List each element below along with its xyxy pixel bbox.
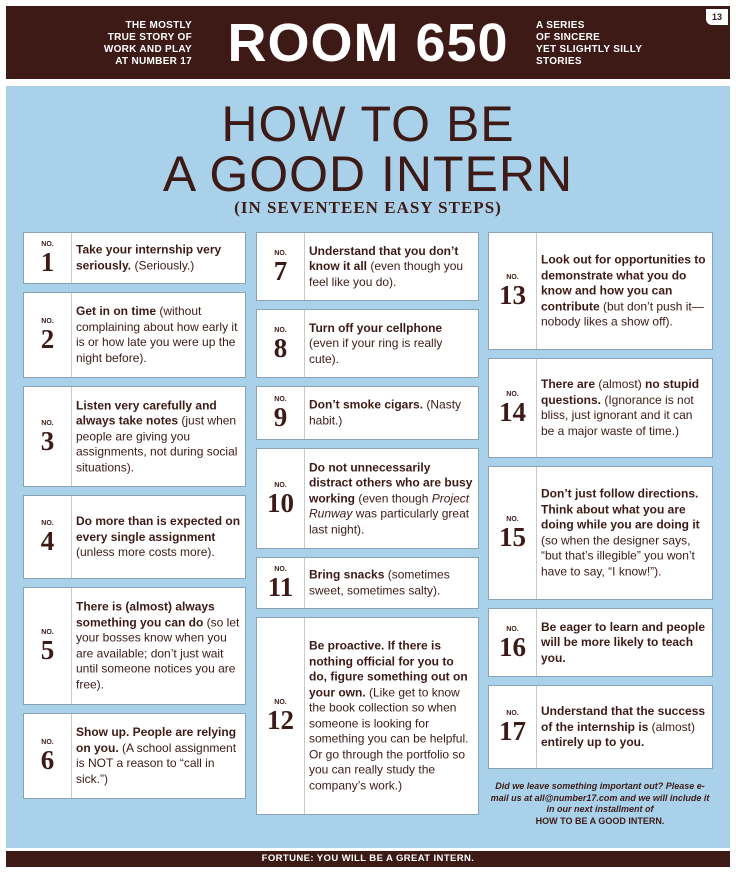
step-no-label: NO. — [274, 396, 287, 403]
step-no-label: NO. — [41, 629, 54, 636]
step-text — [541, 619, 708, 666]
header-left-line: WORK AND PLAY — [103, 44, 192, 55]
step-bold-text: There are — [541, 377, 596, 391]
step-plain-text: (so let your bosses know when you are available; don’t just wait until someone notices you are free). — [76, 615, 240, 691]
step-plain-text: (so when the designer says, “but that’s illegible” you won’t have to say, “I know!”). — [541, 533, 695, 578]
step-text — [309, 639, 474, 794]
step-plain-text: (Nasty habit.) — [309, 397, 462, 427]
step-number-box — [257, 310, 305, 377]
step-plain-text: (Ignorance is not bliss, just ignorant and it can be a major waste of time.) — [541, 392, 694, 438]
step-text — [309, 568, 474, 599]
step-text — [309, 398, 474, 429]
step-number: 9 — [273, 402, 288, 432]
step-plain-text: (just when people are giving you assignments, not during social situations). — [76, 413, 238, 474]
step-number-box — [489, 467, 537, 599]
step-number: 6 — [40, 745, 55, 775]
step-bold-text: Do not unnecessarily distract others who are busy working — [309, 459, 473, 505]
step-text — [76, 304, 241, 366]
step-text — [541, 252, 708, 330]
step-bold-text: Turn off your cellphone — [309, 320, 443, 335]
step-card-15 — [488, 466, 713, 600]
step-number-box — [489, 233, 537, 349]
step-bold-text: Take your internship very seriously. — [76, 242, 222, 272]
step-number-box — [257, 618, 305, 814]
step-plain-text: (unless more costs more). — [76, 544, 215, 559]
step-card-14 — [488, 358, 713, 458]
step-bold-text: There is (almost) always something you can do — [76, 599, 215, 629]
step-number: 12 — [267, 705, 294, 735]
header-left-text — [82, 20, 192, 68]
step-bold-text: Show up. People are relying on you. — [76, 725, 237, 755]
step-plain-text: (even though — [355, 490, 432, 505]
step-card-13 — [488, 232, 713, 350]
step-no-label: NO. — [506, 391, 519, 398]
step-card-5 — [23, 587, 246, 705]
header-right-line: STORIES — [536, 56, 582, 67]
step-card-6 — [23, 713, 246, 799]
step-no-label: NO. — [274, 249, 287, 257]
step-no-label: NO. — [274, 699, 287, 706]
step-bold-text: Do more than is expected on every single assignment — [76, 513, 241, 544]
step-bold-text: no stupid questions. — [541, 377, 700, 407]
header-left-line: THE MOSTLY — [125, 20, 192, 31]
step-card-8 — [256, 309, 479, 378]
header-left-line: TRUE STORY OF — [107, 32, 192, 43]
header-right-line: OF SINCERE — [536, 32, 601, 43]
step-card-16 — [488, 608, 713, 677]
step-number: 7 — [273, 255, 288, 286]
step-no-label: NO. — [41, 241, 54, 248]
step-no-label: NO. — [274, 566, 287, 573]
header-right-line: YET SLIGHTLY SILLY — [536, 44, 643, 55]
step-plain-text: (Like get to know the book collection so when someone is looking for something you can be helpful. Or go through the portfolio so you can really study the company’s work.) — [309, 685, 469, 792]
step-number-box — [24, 293, 72, 377]
step-plain-text: was particularly great last night). — [309, 506, 470, 536]
step-text — [76, 600, 241, 693]
step-number: 5 — [40, 635, 55, 665]
header-left-line: AT NUMBER 17 — [115, 56, 192, 67]
step-number: 3 — [40, 425, 55, 456]
step-number: 17 — [499, 716, 526, 746]
step-bold-text: Understand that the success of the internship is — [541, 703, 706, 734]
step-plain-text: (Seriously.) — [131, 258, 195, 272]
step-italic-text: Project Runway — [309, 490, 470, 521]
step-number-box — [257, 449, 305, 548]
step-number-box — [24, 387, 72, 486]
step-no-label: NO. — [274, 326, 287, 334]
step-no-label: NO. — [41, 739, 54, 746]
step-number-box — [24, 233, 72, 283]
step-bold-text: Understand that you don’t know it all — [309, 243, 459, 273]
page-title-line-2: A GOOD INTERN — [162, 146, 574, 202]
step-card-7 — [256, 232, 479, 301]
page-title-line-1: HOW TO BE — [221, 96, 515, 152]
step-card-2 — [23, 292, 246, 378]
step-bold-text: Get in on time — [76, 304, 157, 318]
step-number: 11 — [267, 572, 294, 602]
step-plain-text: (almost) — [648, 719, 696, 734]
step-no-label: NO. — [41, 520, 54, 527]
step-number: 13 — [499, 280, 526, 310]
step-card-1 — [23, 232, 246, 284]
step-bold-text: Be proactive. If there is nothing official for you to do, figure something out on your own. — [309, 638, 468, 699]
step-no-label: NO. — [506, 274, 519, 281]
step-text — [76, 725, 241, 787]
step-card-3 — [23, 386, 246, 487]
step-plain-text: (even though you feel like you do). — [309, 258, 464, 289]
step-card-4 — [23, 495, 246, 579]
step-no-label: NO. — [506, 516, 519, 523]
step-text — [76, 243, 241, 274]
step-no-label: NO. — [41, 318, 54, 325]
closing-note-text: Did we leave something important out? Please e-mail us at all@number17.com and we will include it in our next installment of — [490, 781, 710, 814]
step-bold-text: Bring snacks — [309, 567, 385, 582]
step-number: 8 — [273, 332, 288, 363]
step-plain-text: (but don’t push it—nobody likes a show off). — [541, 298, 704, 329]
step-no-label: NO. — [506, 710, 519, 717]
step-plain-text: (almost) — [595, 377, 646, 391]
step-bold-text: Don’t smoke cigars. — [309, 397, 424, 412]
step-number-box — [489, 686, 537, 768]
step-card-10 — [256, 448, 479, 549]
step-number: 10 — [267, 487, 294, 518]
step-number: 4 — [40, 526, 55, 556]
step-number-box — [489, 359, 537, 457]
step-card-9 — [256, 386, 479, 440]
step-number: 14 — [499, 397, 526, 427]
step-plain-text: (sometimes sweet, sometimes salty). — [309, 567, 450, 597]
step-card-12 — [256, 617, 479, 815]
closing-note — [487, 781, 713, 827]
step-number-box — [489, 609, 537, 676]
header-banner — [6, 6, 730, 79]
step-plain-text: (A school assignment is NOT a reason to “call in sick.”) — [76, 740, 237, 786]
step-plain-text: (even if your ring is really cute). — [309, 335, 443, 366]
step-number-box — [24, 496, 72, 578]
step-number-box — [257, 233, 305, 300]
step-text — [76, 398, 241, 476]
step-no-label: NO. — [41, 419, 54, 427]
step-card-17 — [488, 685, 713, 769]
step-bold-text: entirely up to you. — [541, 734, 645, 749]
step-card-11 — [256, 557, 479, 609]
step-bold-text: Listen very carefully and always take notes — [76, 397, 217, 428]
step-number: 1 — [40, 247, 55, 277]
step-text — [309, 243, 474, 290]
step-number: 2 — [40, 324, 55, 354]
header-title: ROOM 650 — [227, 13, 509, 73]
step-no-label: NO. — [506, 625, 519, 633]
step-text — [541, 704, 708, 751]
step-number-box — [24, 588, 72, 704]
step-text — [309, 320, 474, 367]
page-subtitle: (IN SEVENTEEN EASY STEPS) — [234, 198, 502, 217]
step-bold-text: Don’t just follow directions. Think about what you are doing while you are doing it — [541, 486, 700, 532]
step-number-box — [257, 387, 305, 439]
step-number-box — [257, 558, 305, 608]
step-bold-text: Look out for opportunities to demonstrate what you do know and how you can contribute — [541, 252, 706, 313]
step-text — [541, 487, 708, 580]
footer-banner: FORTUNE: YOU WILL BE A GREAT INTERN. — [6, 851, 730, 867]
step-no-label: NO. — [274, 481, 287, 489]
page-number: 13 — [706, 9, 728, 25]
step-text — [541, 377, 708, 439]
step-number: 15 — [499, 522, 526, 552]
header-right-line: A SERIES — [536, 20, 585, 31]
step-number: 16 — [499, 631, 526, 662]
step-plain-text: (without complaining about how early it is or how late you were up the night before). — [76, 304, 238, 365]
step-text — [76, 514, 241, 561]
step-text — [309, 460, 474, 538]
header-right-text — [536, 20, 676, 68]
step-number-box — [24, 714, 72, 798]
closing-note-caps: HOW TO BE A GOOD INTERN. — [535, 815, 665, 826]
step-bold-text: Be eager to learn and people will be more likely to teach you. — [541, 619, 706, 665]
